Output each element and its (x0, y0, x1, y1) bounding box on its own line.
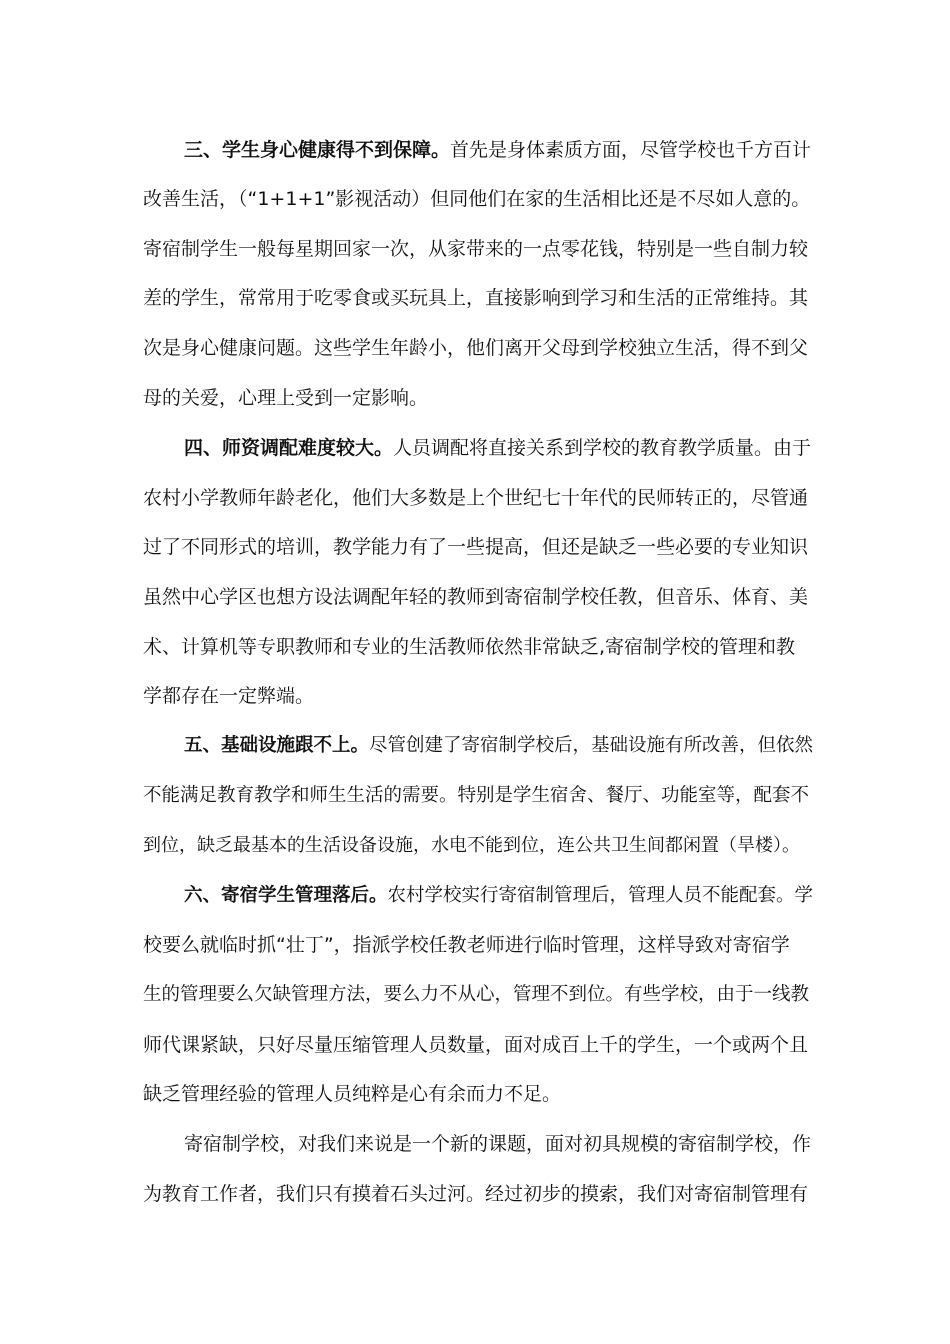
line-text: 过了不同形式的培训，教学能力有了一些提高，但还是缺乏一些必要的专业知识 (143, 536, 809, 558)
paragraph-4-line-4 (143, 582, 813, 612)
paragraph-6-line-1 (184, 881, 814, 911)
line-text: 到位，缺乏最基本的生活设备设施，水电不能到位，连公共卫生间都闲置（旱楼）。 (143, 835, 800, 856)
paragraph-7-line-2 (143, 1179, 813, 1209)
line-text: 师代课紧缺，只好尽量压缩管理人员数量，面对成百上千的学生，一个或两个且 (143, 1034, 809, 1056)
section-heading-6: 六、寄宿学生管理落后。 (184, 885, 388, 906)
line-text: 母的关爱，心理上受到一定影响。 (143, 387, 429, 409)
line-text: 学都存在一定弊端。 (143, 685, 315, 707)
line-text: 为教育工作者，我们只有摸着石头过河。经过初步的摸索，我们对寄宿制管理有 (143, 1183, 809, 1205)
paragraph-6-line-5 (143, 1079, 813, 1109)
paragraph-6-line-3 (143, 980, 813, 1010)
line-text: 人员调配将直接关系到学校的教育教学质量。由于 (393, 437, 812, 459)
line-text: 差的学生，常常用于吃零食或买玩具上，直接影响到学习和生活的正常维持。其 (143, 287, 809, 309)
line-text: 尽管创建了寄宿制学校后，基础设施有所改善，但依然 (369, 735, 814, 756)
line-text: 首先是身体素质方面，尽管学校也千方百计 (450, 139, 812, 161)
section-heading-3: 三、学生身心健康得不到保障。 (184, 139, 451, 161)
line-text: 次是身心健康问题。这些学生年龄小，他们离开父母到学校独立生活，得不到父 (143, 337, 809, 359)
line-text: 农村学校实行寄宿制管理后，管理人员不能配套。学 (387, 885, 814, 906)
paragraph-4-line-6 (143, 681, 813, 711)
paragraph-4-line-2 (143, 483, 813, 513)
paragraph-5-line-1 (184, 731, 814, 761)
line-text: 寄宿制学校，对我们来说是一个新的课题，面对初具规模的寄宿制学校，作 (184, 1133, 812, 1155)
paragraph-4-line-3 (143, 532, 813, 562)
line-text: 生的管理要么欠缺管理方法，要么力不从心，管理不到位。有些学校，由于一线教 (143, 984, 810, 1005)
paragraph-3-line-6 (143, 383, 813, 413)
paragraph-6-line-2 (143, 930, 813, 960)
line-text: 校要么就临时抓“壮丁”，指派学校任教老师进行临时管理，这样导致对寄宿学 (143, 934, 790, 956)
line-text: 寄宿制学生一般每星期回家一次，从家带来的一点零花钱，特别是一些自制力较 (143, 238, 809, 260)
line-text: 改善生活，（“1+1+1”影视活动）但同他们在家的生活相比还是不尽如人意的。 (143, 188, 811, 210)
line-text: 虽然中心学区也想方设法调配年轻的教师到寄宿制学校任教，但音乐、体育、美 (143, 586, 809, 608)
paragraph-3-line-5 (143, 333, 813, 363)
paragraph-7-line-1 (184, 1129, 814, 1159)
paragraph-4-line-5 (143, 632, 813, 662)
paragraph-3-line-1 (184, 135, 814, 165)
line-text: 不能满足教育教学和师生生活的需要。特别是学生宿舍、餐厅、功能室等，配套不 (143, 785, 810, 806)
section-heading-5: 五、基础设施跟不上。 (184, 735, 370, 756)
paragraph-4-line-1 (184, 433, 814, 463)
paragraph-6-line-4 (143, 1030, 813, 1060)
paragraph-5-line-2 (143, 781, 813, 811)
line-text: 农村小学教师年龄老化，他们大多数是上个世纪七十年代的民师转正的，尽管通 (143, 487, 809, 509)
paragraph-5-line-3 (143, 831, 813, 861)
line-text: 术、计算机等专职教师和专业的生活教师依然非常缺乏,寄宿制学校的管理和教 (143, 636, 796, 658)
paragraph-3-line-3 (143, 234, 813, 264)
paragraph-3-line-2 (143, 184, 813, 214)
line-text: 缺乏管理经验的管理人员纯粹是心有余而力不足。 (143, 1083, 562, 1105)
paragraph-3-line-4 (143, 283, 813, 313)
section-heading-4: 四、师资调配难度较大。 (184, 437, 394, 459)
